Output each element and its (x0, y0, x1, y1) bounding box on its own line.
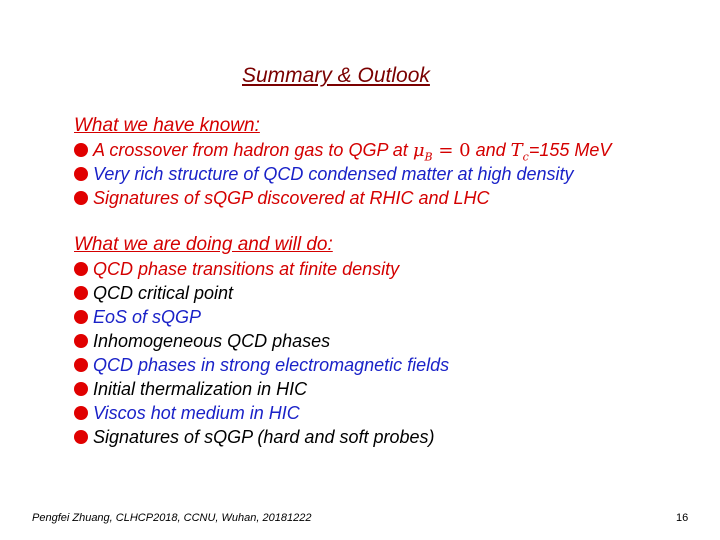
list-item (74, 401, 333, 425)
known-section (74, 114, 612, 210)
list-item-text: Signatures of sQGP (hard and soft probes) (93, 427, 435, 447)
list-item (74, 425, 435, 449)
list-item (74, 305, 333, 329)
footer-citation: Pengfei Zhuang, CLHCP2018, CCNU, Wuhan, 20181222 (32, 512, 312, 524)
bullet-dot-icon (74, 310, 88, 324)
bullet-dot-icon (74, 191, 88, 205)
list-item (74, 186, 490, 210)
bullet-dot-icon (74, 167, 88, 181)
list-item-text: QCD critical point (93, 283, 234, 303)
list-item (74, 329, 333, 353)
bullet-dot-icon (74, 334, 88, 348)
list-item-text: Inhomogeneous QCD phases (93, 331, 331, 351)
bullet-dot-icon (74, 262, 88, 276)
list-item-text: QCD phase transitions at finite density (93, 259, 400, 279)
list-item (74, 162, 574, 186)
bullet-dot-icon (74, 286, 88, 300)
mu-b-symbol: $\mu_B$ (412, 140, 433, 164)
bullet-dot-icon (74, 382, 88, 396)
list-item (74, 257, 400, 281)
list-item-text: Initial thermalization in HIC (93, 379, 308, 399)
bullet-dot-icon (74, 430, 88, 444)
bullet-dot-icon (74, 358, 88, 372)
list-item-text: EoS of sQGP (93, 307, 202, 327)
t-c-symbol: $T_c$ (510, 140, 529, 164)
doing-section (74, 233, 450, 449)
list-item-text: A crossover from hadron gas to QGP at $\mu_B = 0$ and $T_c=155$ MeV (93, 140, 612, 164)
list-item (74, 353, 450, 377)
list-item (74, 281, 333, 305)
list-item-text: Viscos hot medium in HIC (93, 403, 300, 423)
bullet-dot-icon (74, 143, 88, 157)
bullet-dot-icon (74, 406, 88, 420)
list-item (74, 138, 612, 164)
list-item-text: Signatures of sQGP discovered at RHIC and LHC (93, 188, 490, 208)
list-item-text: QCD phases in strong electromagnetic fields (93, 355, 450, 375)
page-number: 16 (676, 512, 689, 524)
slide-title: Summary & Outlook (242, 64, 430, 87)
list-item-text: Very rich structure of QCD condensed matter at high density (93, 164, 574, 184)
known-heading: What we have known: (74, 115, 260, 136)
list-item (74, 377, 333, 401)
doing-heading: What we are doing and will do: (74, 234, 333, 255)
